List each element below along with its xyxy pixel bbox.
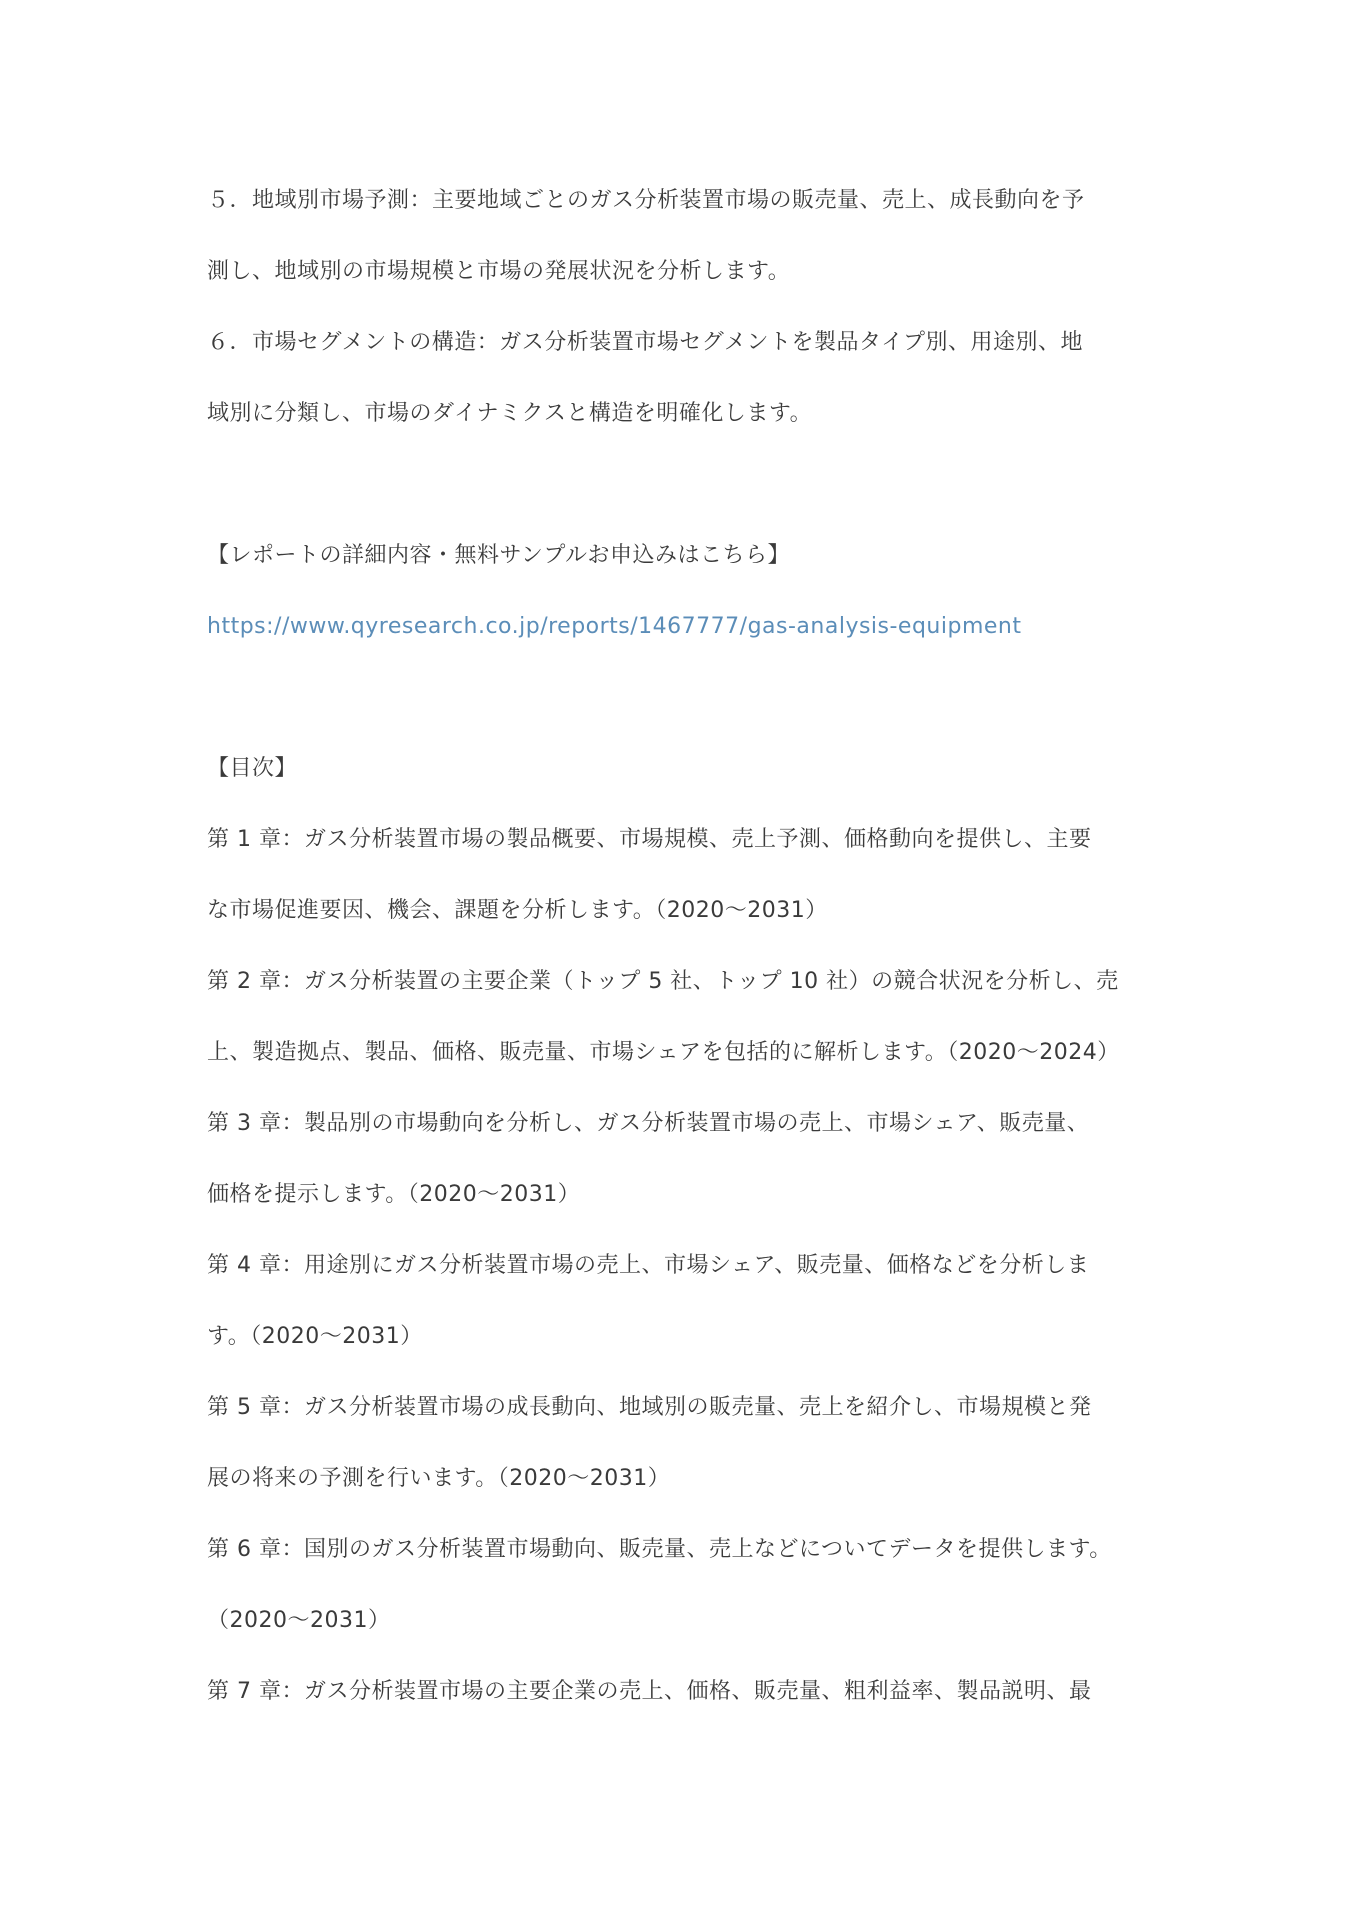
toc-line: 展の将来の予測を行います。（2020～2031）: [207, 1466, 671, 1491]
section5-line-2: 測し、地域別の市場規模と市場の発展状況を分析します。: [207, 259, 791, 284]
section6-line-2: 域別に分類し、市場のダイナミクスと構造を明確化します。: [207, 401, 813, 426]
toc-line: 第 7 章：ガス分析装置市場の主要企業の売上、価格、販売量、粗利益率、製品説明、最: [207, 1679, 1092, 1704]
toc-line: 第 6 章：国別のガス分析装置市場動向、販売量、売上などについてデータを提供します。: [207, 1537, 1112, 1562]
toc-line: 第 3 章：製品別の市場動向を分析し、ガス分析装置市場の売上、市場シェア、販売量、: [207, 1111, 1090, 1136]
toc-line: 第 2 章：ガス分析装置の主要企業（トップ 5 社、トップ 10 社）の競合状況を分析し、売: [207, 969, 1119, 994]
report-heading: 【レポートの詳細内容・無料サンプルお申込みはこちら】: [207, 543, 791, 568]
toc-heading: 【目次】: [207, 756, 298, 781]
toc-line: す。（2020～2031）: [207, 1324, 423, 1349]
section6-line-1: ６．市場セグメントの構造：ガス分析装置市場セグメントを製品タイプ別、用途別、地: [207, 330, 1083, 355]
toc-line: 上、製造拠点、製品、価格、販売量、市場シェアを包括的に解析します。（2020～2024）: [207, 1040, 1120, 1065]
toc-line: 価格を提示します。（2020～2031）: [207, 1182, 581, 1207]
toc-line: 第 1 章：ガス分析装置市場の製品概要、市場規模、売上予測、価格動向を提供し、主要: [207, 827, 1092, 852]
toc-line: （2020～2031）: [207, 1608, 391, 1633]
toc-line: 第 4 章：用途別にガス分析装置市場の売上、市場シェア、販売量、価格などを分析しま: [207, 1253, 1090, 1278]
report-link[interactable]: https://www.qyresearch.co.jp/reports/1467777/gas-analysis-equipment: [207, 614, 1022, 639]
section5-line-1: ５．地域別市場予測：主要地域ごとのガス分析装置市場の販売量、売上、成長動向を予: [207, 188, 1085, 213]
toc-line: な市場促進要因、機会、課題を分析します。（2020～2031）: [207, 898, 828, 923]
toc-line: 第 5 章：ガス分析装置市場の成長動向、地域別の販売量、売上を紹介し、市場規模と発: [207, 1395, 1092, 1420]
